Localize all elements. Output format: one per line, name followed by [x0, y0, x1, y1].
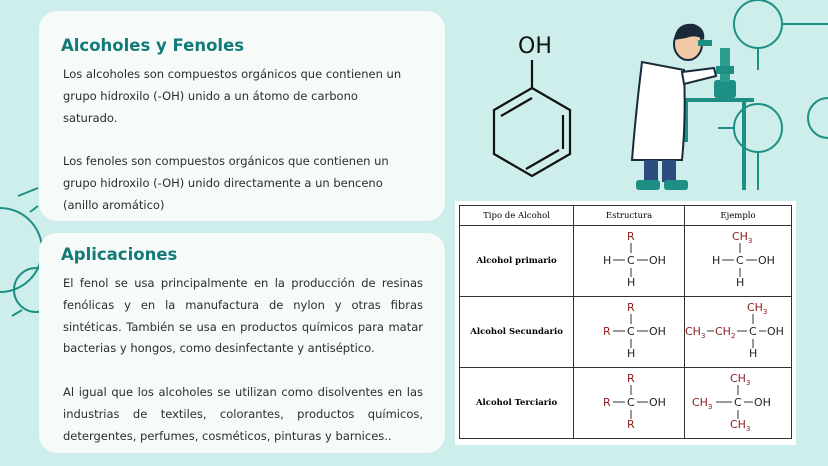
- structure-cell: [574, 297, 685, 368]
- svg-text:C: C: [627, 396, 635, 409]
- svg-text:CH3: $CH_3$: [685, 325, 706, 340]
- text-line: (anillo aromático): [63, 197, 165, 212]
- tertiary-structure: [579, 368, 679, 434]
- svg-text:CH2: $CH_2$: [715, 325, 736, 340]
- secondary-structure: [579, 297, 679, 363]
- primary-example: [688, 226, 788, 292]
- svg-text:H: H: [627, 276, 636, 289]
- scientist-microscope-illustration: [622, 10, 758, 194]
- phenol-structure: [470, 28, 590, 198]
- table-row: [460, 226, 792, 297]
- card-title: Aplicaciones: [61, 245, 178, 264]
- text-line: saturado.: [63, 110, 118, 125]
- column-header: Tipo de Alcohol: [460, 206, 574, 226]
- alcohol-types-table: [455, 201, 796, 445]
- svg-text:C: C: [736, 254, 744, 267]
- svg-text:C: C: [749, 325, 757, 338]
- svg-text:OH: OH: [767, 325, 784, 338]
- svg-text:H: H: [712, 254, 721, 267]
- svg-text:R: R: [603, 325, 611, 338]
- text-line: grupo hidroxilo (-OH) unido a un átomo de carbono: [63, 88, 358, 103]
- svg-text:CH3: $CH_3$: [747, 301, 768, 316]
- svg-text:OH: OH: [649, 254, 666, 267]
- svg-text:R: R: [627, 301, 635, 314]
- svg-text:OH: OH: [649, 325, 666, 338]
- table-row: [460, 368, 792, 439]
- card-title: Alcoholes y Fenoles: [61, 36, 245, 55]
- applications-text: [63, 273, 423, 447]
- text-line: grupo hidroxilo (-OH) unido directamente a un benceno: [63, 175, 383, 190]
- text-line: Los alcoholes son compuestos orgánicos que contienen un: [63, 67, 402, 81]
- table-row: [460, 297, 792, 368]
- table-header-row: [460, 206, 792, 226]
- example-cell: [685, 226, 792, 297]
- row-label: Alcohol primario: [460, 226, 574, 297]
- paragraph: Al igual que los alcoholes se utilizan como disolventes en las industrias de textiles, colorantes, productos químicos, detergentes, perfumes, cosméticos, pinturas y barnices..: [63, 384, 423, 443]
- hydroxyl-label: OH: [518, 34, 552, 59]
- tertiary-example: [688, 368, 788, 434]
- text-line: Los fenoles son compuestos orgánicos que contienen un: [63, 154, 389, 169]
- paragraph: El fenol se usa principalmente en la producción de resinas fenólicas y en la manufactura de nylon y otras fibras sintéticas. También se usa en productos químicos para matar bacterias y hongos, como desinfectante y antiséptico.: [63, 276, 423, 356]
- svg-text:H: H: [749, 347, 758, 360]
- svg-text:OH: OH: [649, 396, 666, 409]
- example-cell: [685, 297, 792, 368]
- secondary-example: [685, 297, 791, 363]
- primary-structure: [579, 226, 679, 292]
- example-cell: [685, 368, 792, 439]
- svg-text:CH3: $CH_3$: [692, 396, 713, 411]
- svg-text:R: R: [627, 230, 635, 243]
- svg-text:C: C: [734, 396, 742, 409]
- svg-text:C: C: [627, 325, 635, 338]
- applications-card: [39, 233, 445, 453]
- svg-text:C: C: [627, 254, 635, 267]
- svg-text:CH3: $CH_3$: [730, 372, 751, 387]
- definition-text: [63, 64, 401, 217]
- svg-text:R: R: [627, 372, 635, 385]
- svg-text:H: H: [627, 347, 636, 360]
- column-header: Estructura: [574, 206, 685, 226]
- svg-text:R: R: [603, 396, 611, 409]
- svg-text:OH: OH: [754, 396, 771, 409]
- svg-text:H: H: [603, 254, 612, 267]
- svg-text:CH3: $CH_3$: [730, 418, 751, 433]
- svg-text:R: R: [627, 418, 635, 431]
- structure-cell: [574, 368, 685, 439]
- structure-cell: [574, 226, 685, 297]
- row-label: Alcohol Terciario: [460, 368, 574, 439]
- alcohols-phenols-card: [39, 11, 445, 221]
- row-label: Alcohol Secundario: [460, 297, 574, 368]
- column-header: Ejemplo: [685, 206, 792, 226]
- svg-text:OH: OH: [758, 254, 775, 267]
- svg-text:CH3: $CH_3$: [732, 230, 753, 245]
- svg-text:H: H: [736, 276, 745, 289]
